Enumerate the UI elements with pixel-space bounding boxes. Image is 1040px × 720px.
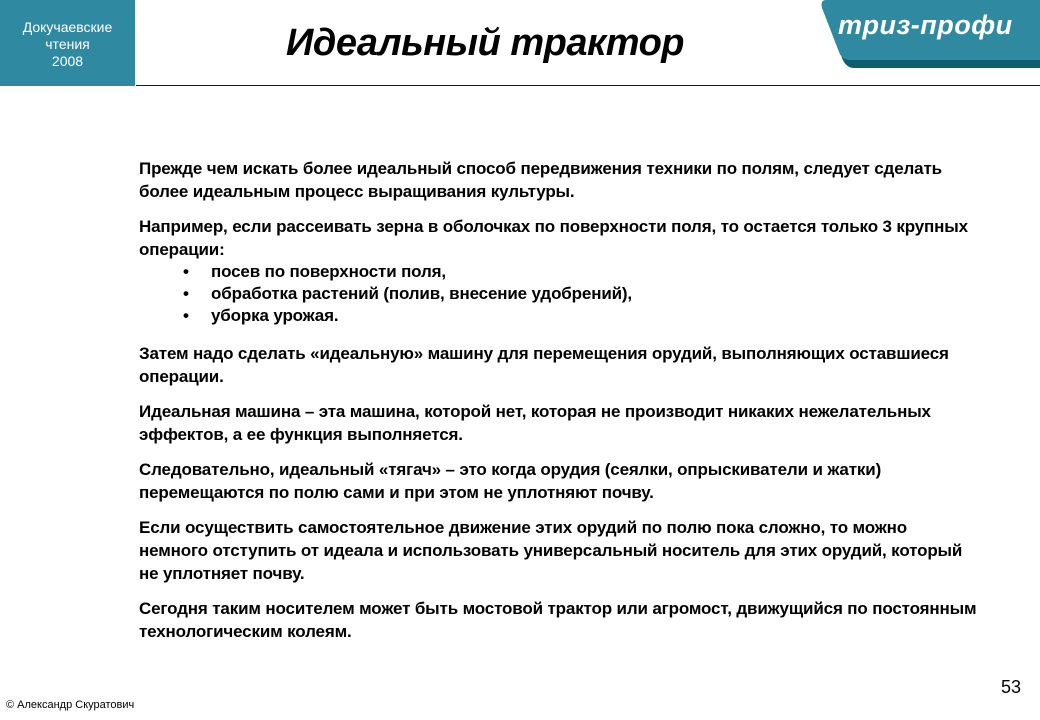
list-item: [183, 305, 979, 327]
header-divider: [135, 0, 137, 86]
event-badge: [0, 0, 135, 86]
slide-body: [139, 157, 979, 655]
bullet-icon: •: [183, 306, 189, 325]
operations-list: [139, 261, 979, 327]
paragraph-universal-carrier: Если осуществить самостоятельное движение этих орудий по полю пока сложно, то можно немного отступить от идеала и использовать универсальный носитель для этих орудий, который не уплотняет почву.: [139, 518, 963, 583]
paragraph-bridge-tractor: Сегодня таким носителем может быть мостовой трактор или агромост, движущийся по постоянным технологическим колеям.: [139, 599, 977, 641]
event-badge-year: 2008: [51, 52, 84, 69]
slide-title: Идеальный трактор: [286, 22, 684, 64]
bullet-icon: •: [183, 262, 189, 281]
paragraph-ideal-machine-goal: Затем надо сделать «идеальную» машину для перемещения орудий, выполняющих оставшиеся операции.: [139, 344, 949, 386]
list-item: [183, 283, 979, 305]
event-badge-line2: чтения: [45, 35, 90, 52]
bullet-icon: •: [183, 284, 189, 303]
page-number: 53: [1000, 677, 1021, 697]
event-badge-line1: Докучаевские: [22, 18, 113, 35]
list-item-text: обработка растений (полив, внесение удобрений),: [211, 284, 633, 303]
list-item-text: посев по поверхности поля,: [211, 262, 446, 281]
header-underline: [136, 85, 1040, 86]
list-item-text: уборка урожая.: [211, 306, 339, 325]
brand-logo: триз-профи: [838, 10, 1013, 40]
paragraph-example: Например, если рассеивать зерна в оболочках по поверхности поля, то остается только 3 крупных операции:: [139, 217, 968, 259]
copyright-notice: © Александр Скуратович: [6, 699, 135, 711]
paragraph-ideal-tractor: Следовательно, идеальный «тягач» – это когда орудия (сеялки, опрыскиватели и жатки) перемещаются по полю сами и при этом не уплотняют почву.: [139, 460, 882, 502]
paragraph-ideal-machine-definition: Идеальная машина – эта машина, которой нет, которая не производит никаких нежелательных эффектов, а ее функция выполняется.: [139, 402, 931, 444]
list-item: [183, 261, 979, 283]
paragraph-intro: Прежде чем искать более идеальный способ передвижения техники по полям, следует сделать более идеальным процесс выращивания культуры.: [139, 159, 942, 201]
